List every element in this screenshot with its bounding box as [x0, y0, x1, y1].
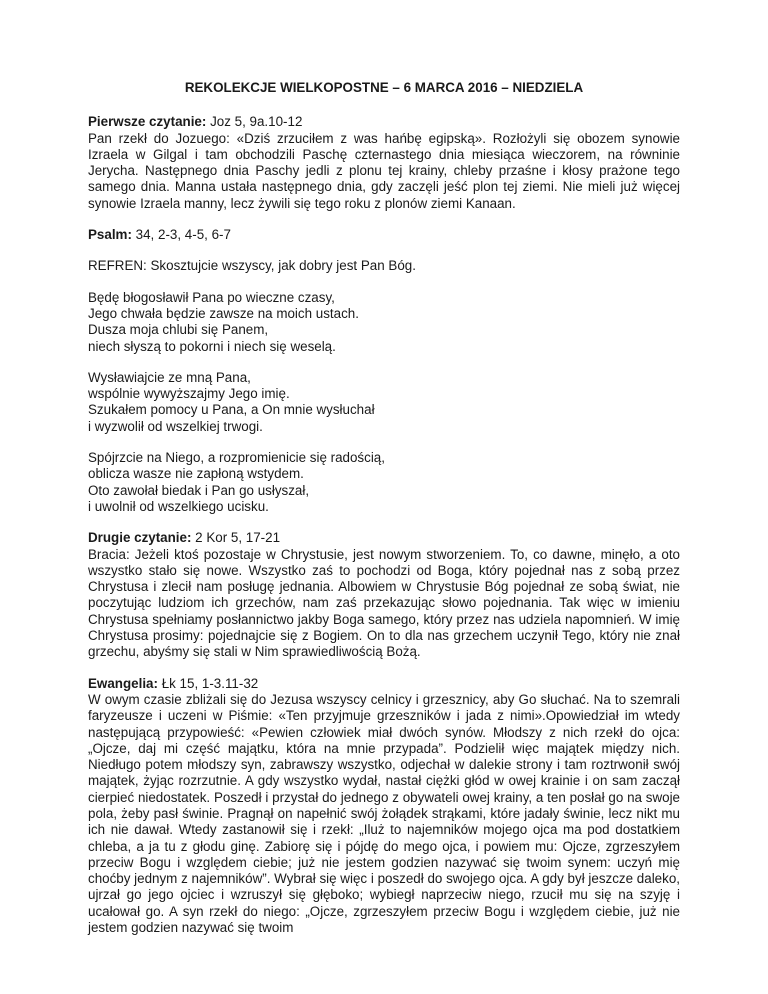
gospel-text: W owym czasie zbliżali się do Jezusa wszyscy celnicy i grzesznicy, aby Go słuchać. Na to szemrali faryzeusze i uczeni w Piśmie: «Ten przyjmuje grzeszników i jada z nimi».Opowiedział im wtedy następującą przypowieść: «Pewien człowiek miał dwóch synów. Młodszy z nich rzekł do ojca: „Ojcze, daj mi część majątku, która na mnie przypada”. Podzielił więc majątek między nich. Niedługo potem młodszy syn, zabrawszy wszystko, odjechał w dalekie strony i tam roztrwonił swój majątek, żyjąc rozrzutnie. A gdy wszystko wydał, nastał ciężki głód w owej krainie i on sam zaczął cierpieć niedostatek. Poszedł i przystał do jednego z obywateli owej krainy, a ten posłał go na swoje pola, żeby pasł świnie. Pragnął on napełnić swój żołądek strąkami, które jadały świnie, lecz nikt mu ich nie dawał. Wtedy zastanowił się i rzekł: „Iluż to najemników mojego ojca ma pod dostatkiem chleba, a ja tu z głodu ginę. Zabiorę się i pójdę do mego ojca, i powiem mu: Ojcze, zgrzeszyłem przeciw Bogu i względem ciebie; już nie jestem godzien nazywać się twoim synem: uczyń mię choćby jednym z najemników”. Wybrał się więc i poszedł do swojego ojca. A gdy był jeszcze daleko, ujrzał go jego ojciec i wzruszył się głęboko; wybiegł naprzeciw niego, rzucił mu się na szyję i ucałował go. A syn rzekł do niego: „Ojcze, zgrzeszyłem przeciw Bogu i względem ciebie, już nie jestem godzien nazywać się twoim	[88, 691, 680, 936]
stanza-line: Wysławiajcie ze mną Pana,	[88, 369, 251, 385]
stanza-line: Jego chwała będzie zawsze na moich ustach.	[88, 305, 359, 321]
psalm-stanza	[88, 370, 680, 435]
psalm-stanza	[88, 450, 680, 515]
stanza-line: Będę błogosławił Pana po wieczne czasy,	[88, 289, 335, 305]
psalm-refrain: REFREN: Skosztujcie wszyscy, jak dobry jest Pan Bóg.	[88, 258, 416, 274]
gospel-ref: Łk 15, 1-3.11-32	[161, 675, 259, 691]
page-title: REKOLEKCJE WIELKOPOSTNE – 6 MARCA 2016 – NIEDZIELA	[184, 80, 584, 95]
psalm-heading	[88, 227, 680, 243]
stanza-line: i wyzwolił od wszelkiej trwogi.	[88, 418, 263, 434]
gospel-label: Ewangelia:	[88, 675, 158, 691]
second-reading-label: Drugie czytanie:	[88, 530, 192, 546]
stanza-line: Dusza moja chlubi się Panem,	[88, 322, 269, 338]
stanza-line: oblicza wasze nie zapłoną wstydem.	[88, 466, 304, 482]
psalm-stanza	[88, 290, 680, 355]
second-reading	[88, 530, 680, 660]
second-reading-text: Bracia: Jeżeli ktoś pozostaje w Chrystusie, jest nowym stworzeniem. To, co dawne, minęło, a oto wszystko stało się nowe. Wszystko zaś to pochodzi od Boga, który pojednał nas z sobą przez Chrystusa i zlecił nam posługę jednania. Albowiem w Chrystusie Bóg pojednał ze sobą świat, nie poczytując ludziom ich grzechów, nam zaś przekazując słowo pojednania. Tak więc w imieniu Chrystusa spełniamy posłannictwo jakby Boga samego, który przez nas udziela napomnień. W imię Chrystusa prosimy: pojednajcie się z Bogiem. On to dla nas grzechem uczynił Tego, który nie znał grzechu, abyśmy się stali w Nim sprawiedliwością Bożą.	[88, 546, 680, 660]
stanza-line: wspólnie wywyższajmy Jego imię.	[88, 386, 290, 402]
second-reading-ref: 2 Kor 5, 17-21	[195, 530, 281, 546]
first-reading	[88, 114, 680, 212]
gospel	[88, 676, 680, 937]
first-reading-label: Pierwsze czytanie:	[88, 114, 207, 130]
psalm-ref: 34, 2-3, 4-5, 6-7	[135, 227, 231, 243]
psalm-label: Psalm:	[88, 227, 132, 243]
stanza-line: i uwolnił od wszelkiego ucisku.	[88, 498, 269, 514]
stanza-line: Spójrzcie na Niego, a rozpromienicie się radością,	[88, 450, 385, 466]
stanza-line: niech słyszą to pokorni i niech się weselą.	[88, 338, 336, 354]
first-reading-ref: Joz 5, 9a.10-12	[210, 114, 303, 130]
stanza-line: Szukałem pomocy u Pana, a On mnie wysłuchał	[88, 402, 375, 418]
first-reading-text: Pan rzekł do Jozuego: «Dziś zrzuciłem z was hańbę egipską». Rozłożyli się obozem synowie Izraela w Gilgal i tam obchodzili Paschę czternastego dnia miesiąca wieczorem, na równinie Jerycha. Następnego dnia Paschy jedli z plonu tej krainy, chleby przaśne i kłosy prażone tego samego dnia. Manna ustała następnego dnia, gdy zaczęli jeść plon tej ziemi. Nie mieli już więcej synowie Izraela manny, lecz żywili się tego roku z plonów ziemi Kanaan.	[88, 130, 680, 211]
stanza-line: Oto zawołał biedak i Pan go usłyszał,	[88, 482, 310, 498]
